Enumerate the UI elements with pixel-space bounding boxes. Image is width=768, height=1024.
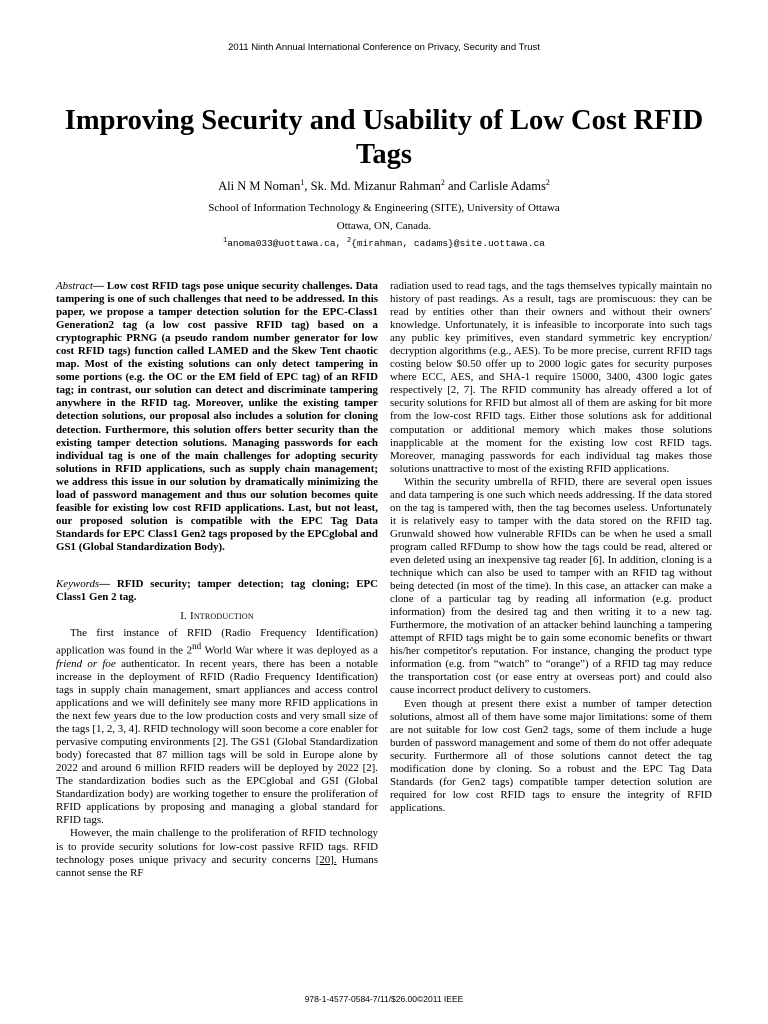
citation-link[interactable]: [20]. — [315, 853, 337, 866]
paragraph-text: World War where it was deployed as a — [201, 644, 378, 657]
affiliation-marker: 2 — [545, 178, 550, 187]
body-paragraph: Even though at present there exist a number of tamper detection solutions, almost all of them have some major limitations: some of them are not suitable for low cost Gen2 tags, some of them include a huge burden of password management and some of them do not offer adequate security. Furthermore all of those solutions cannot detect the tag modification done by cloning. So a robust and the EPC Tag Data Standards (for Gen2 tags) compatible tamper detection solution are required for low cost RFID tags to ensure the integrity of RFID applications. — [390, 697, 712, 814]
paragraph-text: Humans cannot sense the RF — [56, 853, 378, 879]
author-name: , Sk. Md. Mizanur Rahman — [304, 179, 441, 194]
affiliation-marker: 2 — [440, 178, 445, 187]
affiliation-location: Ottawa, ON, Canada. — [336, 220, 432, 232]
intro-paragraph — [56, 627, 378, 827]
left-column — [56, 280, 378, 880]
intro-paragraph — [56, 827, 378, 879]
author-name: and Carlisle Adams — [444, 179, 546, 194]
affiliation-line: School of Information Technology & Engineering (SITE), University of Ottawa — [208, 202, 560, 214]
email-address: anoma033@uottawa.ca, — [227, 238, 347, 250]
section-title: Introduction — [189, 610, 254, 623]
affiliation-marker: 1 — [300, 178, 305, 187]
conference-header: 2011 Ninth Annual International Conference on Privacy, Security and Trust — [228, 42, 540, 53]
abstract-label: Abstract — [56, 280, 93, 292]
paragraph-text: However, the main challenge to the proliferation of RFID technology is to provide security solutions for low-cost passive RFID tags. RFID technology poses unique privacy and security concerns — [56, 827, 378, 866]
email-address: {mirahman, cadams}@site.uottawa.ca — [351, 238, 545, 250]
ordinal-superscript: nd — [192, 641, 202, 652]
keywords-text: — RFID security; tamper detection; tag cloning; EPC Class1 Gen 2 tag. — [56, 577, 378, 604]
abstract-text: — Low cost RFID tags pose unique security challenges. Data tampering is one of such challenges that need to be addressed. In this paper, we propose a tamper detection solution for the EPC-Class1 Generation2 tag (a low cost passive RFID tag) based on a cryptographic PRNG (a pseudo random number generator for low cost RFID tags) function called LAMED and the Skew Tent chaotic map. Most of the existing solutions can only detect tampering in some portions (e.g. the OC or the EM field of EPC tag) of an RFID tag; in contrast, our solution can detect and discriminate tampering anywhere in the RFID tag. Moreover, unlike the existing tamper detection solutions, our proposal also includes a solution for cloning detection. Furthermore, this solution offers better security than the existing tamper detection solutions. Managing passwords for each individual tag is one of the main challenges for adopting security solutions in RFID applications, such as supply chain management; we address this issue in our solution by dramatically minimizing the load of password management and thus our solution becomes quite feasible for existing low cost RFID applications. Last, but not least, our proposed solution is compatible with the EPC Tag Data Standards for EPC Class1 Gen2 tags proposed by the EPCglobal and GS1 (Global Standardization Body). — [56, 280, 378, 553]
keywords-label: Keywords — [56, 577, 100, 590]
keywords — [56, 578, 378, 604]
right-column — [390, 280, 712, 815]
affiliation-marker: 2 — [346, 237, 352, 245]
paper-title: Improving Security and Usability of Low Cost RFID Tags — [64, 105, 704, 170]
body-paragraph: Within the security umbrella of RFID, there are several open issues and data tampering is one such which needs addressing. If the data stored on the tag is tampered with, then the tag becomes useless. Unfortunately it is relatively easy to tamper with the data stored on the RFID tag. Grunwald showed how vulnerable RFIDs can be when he used a small program called RFDump to show how the tags could be read, altered or even deleted using an inexpensive tag reader [6]. In addition, cloning is a technique which can also be used to tamper with an RFID tag without being detected (in most of the time). In this case, an attacker can make a clone of a particular tag by reading all information (e.g. product information) from the desired tag and then writing it to a new tag. Furthermore, the motivation of an attacker behind launching a tampering attempt of RFID tags might be to gain some economic benefits or thwart his/her competitor's reputation. For instance, changing the product type information (e.g. from “watch” to “orange”) of a RFID tag may reduce the transportation cost (or ease entry at overseas port) and could also cause incorrect product delivery to customers. — [390, 475, 712, 697]
emphasis-text: friend or foe — [56, 657, 116, 670]
affiliation-marker: 1 — [223, 237, 228, 245]
body-paragraph: radiation used to read tags, and the tags themselves typically maintain no history of past readings. As a result, tags are promiscuous: they can be read by entities other than their owners and without their owners' knowledge. Unfortunately, it is infeasible to incorporate into such tags any public key primitives, even standard symmetric key encryption/ decryption algorithms (e.g., AES). To be more precise, current RFID tags costing below $0.50 offer up to 2000 logic gates for security purposes where ECC, AES, and SHA-1 require 15000, 3400, 4300 logic gates respectively [2, 7]. The RFID community has already offered a lot of security solutions for RFID but almost all of them are asking for bit more from the low-cost RFID tags. Either those solutions ask for additional computation or additional memory which makes those solutions inapplicable at the moment for the existing low cost RFID tags. Moreover, managing passwords for each individual tag makes those solutions unattractive to most of the existing RFID applications. — [390, 280, 712, 475]
section-number: I. — [180, 610, 188, 623]
copyright-footer: 978-1-4577-0584-7/11/$26.00©2011 IEEE — [304, 994, 464, 1004]
section-heading — [56, 610, 378, 623]
author-list — [0, 178, 768, 194]
abstract — [56, 280, 378, 554]
paragraph-text: authenticator. In recent years, there has been a notable increase in the deployment of RFID (Radio Frequency Identification) tags in supply chain management, smart appliances and access control applications and we will definitely see many more RFID applications in the next few years due to the low production costs and very small size of the tags [1, 2, 3, 4]. RFID technology will soon become a core enabler for pervasive computing environments [2]. The GS1 (Global Standardization body) forecasted that 87 million tags will be sold in Europe alone by 2022 and around 6 million RFID readers will be deployed by 2022 [2]. The standardization bodies such as the EPCglobal and GSI (Global Standardization body) are working together to ensure the proliferation of RFID applications by proposing and managing a global standard for RFID tags. — [56, 657, 378, 827]
author-name: Ali N M Noman — [218, 179, 301, 194]
paragraph-text: The first instance of RFID (Radio Frequency Identification) application was found in the 2 — [56, 627, 378, 657]
author-emails — [0, 237, 768, 249]
